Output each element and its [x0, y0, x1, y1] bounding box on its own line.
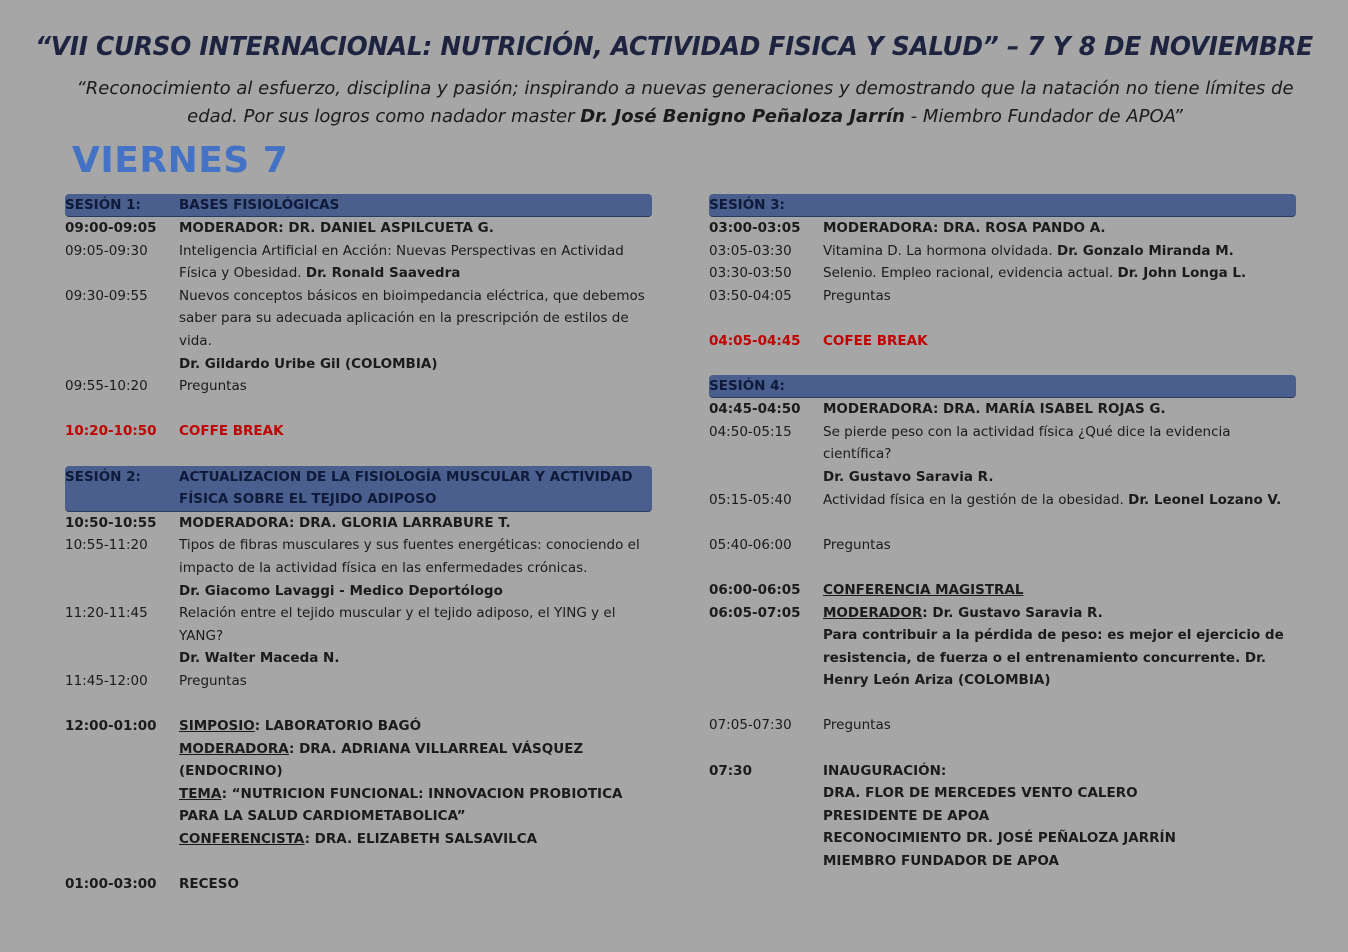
schedule-row [65, 217, 652, 240]
moderator-value: : DRA. ADRIANA VILLARREAL VÁSQUEZ (ENDOCRINO) [179, 740, 584, 780]
day-heading: VIERNES 7 [72, 140, 289, 181]
session-label: SESIÓN 2: [65, 468, 141, 485]
time-slot: 11:45-12:00 [65, 672, 148, 689]
moderator: MODERADOR: DR. DANIEL ASPILCUETA G. [179, 220, 494, 236]
inauguration-line: RECONOCIMIENTO DR. JOSÉ PEÑALOZA JARRÍN [823, 830, 1176, 847]
speaker: Dr. Gustavo Saravia R. [823, 468, 994, 485]
subtitle-text: “Reconocimiento al esfuerzo, disciplina y pasión; inspirando a nuevas generaciones y demostrando que la natación no tiene límites de edad. Por sus logros como nadador master [76, 78, 1294, 127]
schedule-row [65, 534, 652, 602]
keynote-talk: Para contribuir a la pérdida de peso: es mejor el ejercicio de resistencia, de fuerza o el entrenamiento concurrente. Dr. Henry León Ariza (COLOMBIA) [823, 627, 1284, 689]
session-label: SESIÓN 3: [709, 197, 785, 213]
time-slot: 03:50-04:05 [709, 287, 792, 304]
schedule-row [65, 873, 652, 896]
page-subtitle [60, 75, 1310, 131]
schedule-row [709, 714, 1296, 737]
time-slot: 11:20-11:45 [65, 605, 148, 622]
talk [823, 240, 1296, 263]
speaker: Dr. Gonzalo Miranda M. [1057, 242, 1234, 259]
time-slot: 06:00-06:05 [709, 581, 801, 598]
time-slot: 12:00-01:00 [65, 718, 157, 735]
speaker: Dr. Gildardo Uribe Gil (COLOMBIA) [179, 355, 438, 372]
inauguration-line: PRESIDENTE DE APOA [823, 807, 990, 824]
talk [179, 602, 652, 670]
talk [179, 534, 652, 602]
session-title [823, 375, 1296, 397]
time-slot: 09:30-09:55 [65, 287, 148, 304]
time-slot: 03:30-03:50 [709, 265, 792, 282]
questions: Preguntas [823, 287, 891, 304]
time-slot: 05:15-05:40 [709, 491, 792, 508]
symposium-label: SIMPOSIO [179, 718, 255, 735]
inauguration-line: DRA. FLOR DE MERCEDES VENTO CALERO [823, 785, 1138, 802]
symposium-value: : LABORATORIO BAGÓ [254, 718, 422, 735]
moderator: MODERADORA: DRA. GLORIA LARRABURE T. [179, 514, 511, 531]
time-slot: 09:55-10:20 [65, 378, 148, 395]
talk-title: Relación entre el tejido muscular y el tejido adiposo, el YING y el YANG? [179, 605, 616, 644]
talk-title: Nuevos conceptos básicos en bioimpedancia eléctrica, que debemos saber para su adecuada aplicación en la prescripción de estilos de vida. [179, 287, 645, 349]
coffee-break: COFEE BREAK [823, 332, 928, 349]
recess: RECESO [179, 876, 239, 893]
questions: Preguntas [823, 717, 891, 734]
schedule-row-keynote [709, 602, 1296, 692]
session-4-header [709, 375, 1296, 398]
time-slot: 04:50-05:15 [709, 423, 792, 440]
time-slot: 09:05-09:30 [65, 242, 148, 259]
talk [823, 262, 1296, 285]
speaker: Dr. Leonel Lozano V. [1128, 491, 1282, 508]
keynote [823, 602, 1296, 692]
talk [179, 240, 652, 285]
inauguration-title: INAUGURACIÓN: [823, 762, 947, 779]
time-slot: 10:20-10:50 [65, 423, 157, 440]
schedule-row [65, 602, 652, 670]
coffee-break: COFFE BREAK [179, 423, 284, 440]
questions: Preguntas [179, 672, 247, 689]
moderator-value: : Dr. Gustavo Saravia R. [922, 604, 1103, 621]
speaker: Dr. John Longa L. [1117, 265, 1247, 282]
session-label: SESIÓN 1: [65, 197, 141, 213]
schedule-row [709, 217, 1296, 240]
schedule-row [65, 240, 652, 285]
session-title: ACTUALIZACION DE LA FISIOLOGÍA MUSCULAR Y ACTIVIDAD FÍSICA SOBRE EL TEJIDO ADIPOSO [179, 468, 633, 508]
session-title: BASES FISIOLÓGICAS [179, 197, 340, 213]
subtitle-text-end: - Miembro Fundador de APOA” [904, 106, 1183, 127]
schedule-row [709, 398, 1296, 421]
schedule-row-inauguration [709, 760, 1296, 873]
speaker: Dr. Walter Maceda N. [179, 650, 340, 667]
schedule-row [65, 285, 652, 375]
time-slot: 04:45-04:50 [709, 401, 801, 418]
time-slot: 10:50-10:55 [65, 514, 157, 531]
time-slot: 04:05-04:45 [709, 332, 801, 349]
time-slot: 06:05-07:05 [709, 604, 801, 621]
page-title-text: “VII CURSO INTERNACIONAL: NUTRICIÓN, ACTIVIDAD FISICA Y SALUD” – 7 Y 8 DE NOVIEMBRE [35, 32, 1313, 62]
talk-title: Inteligencia Artificial en Acción: Nuevas Perspectivas en Actividad Física y Obesidad. [179, 242, 624, 282]
moderator: MODERADORA: DRA. MARÍA ISABEL ROJAS G. [823, 401, 1166, 418]
topic-label: TEMA [179, 785, 222, 802]
session-2-header [65, 466, 652, 512]
schedule-row-break [709, 330, 1296, 353]
talk [179, 285, 652, 375]
time-slot: 01:00-03:00 [65, 876, 157, 893]
speaker-label: CONFERENCISTA [179, 831, 305, 848]
talk-title: Tipos de fibras musculares y sus fuentes energéticas: conociendo el impacto de la actividad física en las enfermedades crónicas. [179, 537, 640, 576]
schedule-row-symposium [65, 715, 652, 851]
inauguration-line: MIEMBRO FUNDADOR DE APOA [823, 853, 1059, 870]
page-title [0, 32, 1348, 62]
talk-title: Actividad física en la gestión de la obesidad. [823, 491, 1129, 508]
schedule-row [709, 534, 1296, 557]
time-slot: 09:00-09:05 [65, 220, 157, 236]
schedule-row [709, 262, 1296, 285]
time-slot: 05:40-06:00 [709, 536, 792, 553]
speaker-value: : DRA. ELIZABETH SALSAVILCA [304, 831, 538, 848]
moderator-label: MODERADOR [823, 604, 923, 621]
honoree-name: Dr. José Benigno Peñaloza Jarrín [580, 106, 905, 127]
keynote-label: CONFERENCIA MAGISTRAL [823, 581, 1024, 598]
left-column [65, 194, 652, 896]
time-slot: 03:00-03:05 [709, 220, 801, 236]
speaker: Dr. Ronald Saavedra [305, 265, 461, 282]
schedule-row [65, 375, 652, 398]
topic-value: : “NUTRICION FUNCIONAL: INNOVACION PROBIOTICA PARA LA SALUD CARDIOMETABOLICA” [179, 785, 623, 825]
questions: Preguntas [823, 536, 891, 553]
right-column [709, 194, 1296, 873]
speaker: Dr. Giacomo Lavaggi - Medico Deportólogo [179, 582, 503, 599]
session-1-header [65, 194, 652, 217]
time-slot: 07:05-07:30 [709, 717, 792, 734]
schedule-row [709, 285, 1296, 308]
schedule-row [709, 489, 1296, 512]
session-label: SESIÓN 4: [709, 378, 785, 395]
talk-title: Se pierde peso con la actividad física ¿Qué dice la evidencia científica? [823, 423, 1231, 463]
schedule-row-break [65, 420, 652, 443]
time-slot: 03:05-03:30 [709, 242, 792, 259]
schedule-row [709, 579, 1296, 602]
moderator-label: MODERADORA [179, 740, 289, 757]
talk-title: Vitamina D. La hormona olvidada. [823, 242, 1058, 259]
inauguration [823, 760, 1296, 873]
talk-title: Selenio. Empleo racional, evidencia actual. [823, 265, 1118, 282]
time-slot: 10:55-11:20 [65, 537, 148, 554]
schedule-row [709, 240, 1296, 263]
session-3-header [709, 194, 1296, 217]
session-title [823, 194, 1296, 216]
questions: Preguntas [179, 378, 247, 395]
talk [823, 489, 1296, 512]
time-slot: 07:30 [709, 762, 752, 779]
symposium [179, 715, 652, 851]
talk [823, 421, 1296, 489]
schedule-row [65, 670, 652, 693]
schedule-row [709, 421, 1296, 489]
schedule-row [65, 512, 652, 535]
moderator: MODERADORA: DRA. ROSA PANDO A. [823, 220, 1106, 236]
